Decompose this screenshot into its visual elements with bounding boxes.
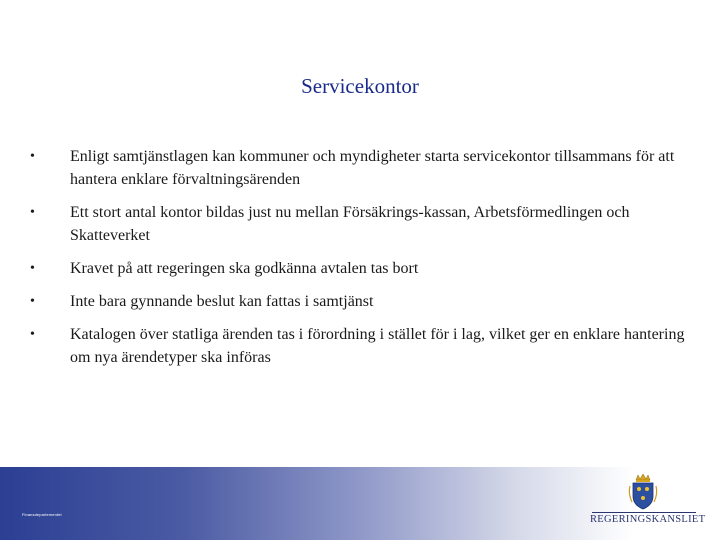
bullet-item: • Enligt samtjänstlagen kan kommuner och myndigheter starta servicekontor tillsammans för att hantera enklare förvaltningsärenden [30,145,690,191]
bullet-item: • Ett stort antal kontor bildas just nu mellan Försäkrings-kassan, Arbetsförmedlingen och Skatteverket [30,201,690,247]
logo-text: REGERINGSKANSLIET [590,514,706,525]
bullet-item: • Katalogen över statliga ärenden tas i förordning i stället för i lag, vilket ger en enklare hantering om nya ärendetyper ska införas [30,323,690,369]
bullet-icon: • [30,205,35,220]
bullet-item: • Inte bara gynnande beslut kan fattas i samtjänst [30,290,690,313]
regeringskansliet-logo [590,472,706,532]
bullet-icon: • [30,327,35,342]
logo-divider [592,512,696,513]
crown-shield-icon [627,472,659,512]
slide-title [0,74,720,99]
bullet-icon: • [30,294,35,309]
bullet-icon: • [30,261,35,276]
slide-title-text: Servicekontor [301,74,419,98]
department-label: Finansdepartementet [22,512,62,517]
bullet-list [30,145,690,379]
bullet-icon: • [30,149,35,164]
bullet-item: • Kravet på att regeringen ska godkänna avtalen tas bort [30,257,690,280]
